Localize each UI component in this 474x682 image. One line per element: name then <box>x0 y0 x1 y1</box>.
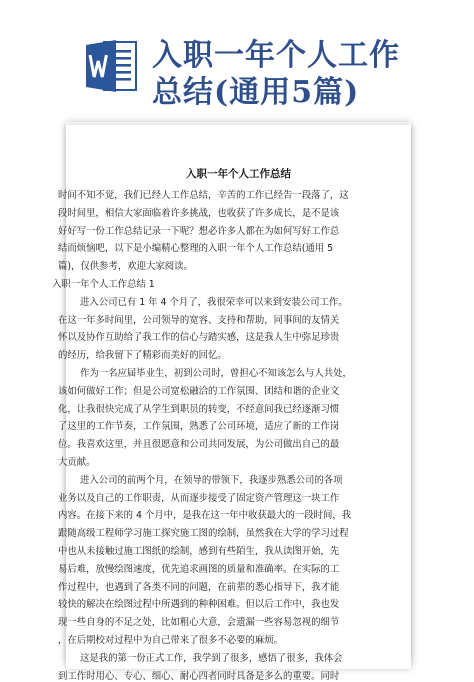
document-line: 大贡献。 <box>58 457 96 468</box>
document-line: 在这一年多时间里，公司领导的宽容、支持和帮助，同事间的友情关 <box>58 314 340 326</box>
document-line: 易后难，放慢绘图速度，优先追求画图的质量和准确率。在实际的工 <box>58 563 340 575</box>
document-line: 进入公司已有 1 年 4 个月了，我很荣幸可以来到安装公司工作。 <box>80 296 348 308</box>
document-line: 化，让我很快完成了从学生到职员的转变，不经意间我已经逐渐习惯 <box>58 403 340 415</box>
document-line: 怀以及协作互助给了我工作的信心与踏实感，这是我人生中弥足珍贵 <box>58 332 340 344</box>
document-line: 作为一名应届毕业生，初到公司时，曾担心不知该怎么与人共处， <box>80 368 352 379</box>
document-line: ，在后期校对过程中为自己带来了很多不必要的麻烦。 <box>58 635 284 646</box>
word-doc-icon <box>86 38 138 94</box>
document-line: 内容。在接下来的 4 个月中，是我在这一年中收获最大的一段时间，我 <box>58 510 352 522</box>
document-line: 位。我喜欢这里，并且很愿意和公司共同发展，为公司做出自己的最 <box>58 439 340 451</box>
document-page <box>52 125 411 682</box>
document-line: 了这里的工作节奏，工作氛围，熟悉了公司环境，适应了新的工作岗 <box>58 421 340 433</box>
document-line: 中也从未接触过施工图纸的绘制，感到有些陌生，我从读图开始，先 <box>58 546 340 557</box>
document-title: 入职一年个人工作总结 <box>186 168 291 180</box>
document-line: 时间不知不觉，我们已经人工作总结，辛苦的工作已经告一段落了，这 <box>58 190 349 201</box>
banner-title-line-2: 总结(通用5篇) <box>152 75 360 110</box>
document-line: 这是我的第一份正式工作，我学到了很多，感悟了很多，我体会 <box>80 652 343 664</box>
document-line: 较快的解决在绘图过程中所遇到的种种困难。但以后工作中，我也发 <box>58 599 340 611</box>
document-line: 段时间里，相信大家面临着许多挑战，也收获了许多成长，是不是该 <box>58 207 340 219</box>
document-line: 现一些自身的不足之处，比如粗心大意，会遗漏一些容易忽视的细节 <box>58 617 340 629</box>
header-banner <box>0 0 474 125</box>
document-line: 跟随高级工程师学习施工探究施工图的绘制，虽然我在大学的学习过程 <box>58 528 349 540</box>
document-line: 到工作时用心、专心、细心、耐心四者同时具备是多么的重要。同时 <box>58 670 340 682</box>
document-line: 的经历，给我留下了精彩而美好的回忆。 <box>58 350 227 362</box>
document-line: 进入公司的前两个月，在领导的带领下，我逐步熟悉公司的各项 <box>80 474 343 486</box>
banner-title-line-1: 入职一年个人工作 <box>152 38 400 73</box>
document-line: 作过程中，也遇到了各类不同的问题，在前辈的悉心指导下，我才能 <box>58 581 340 593</box>
document-line: 入职一年个人工作总结 1 <box>52 279 155 290</box>
document-line: 业务以及自己的工作职责，从而逐步接受了固定资产管理这一块工作 <box>58 492 340 504</box>
document-line: 篇)，仅供参考，欢迎大家阅读。 <box>58 261 193 273</box>
document-line: 好好写一份工作总结记录一下呢？想必许多人都在为如何写好工作总 <box>58 225 340 237</box>
document-line: 该如何做好工作；但是公司宽松融洽的工作氛围、团结和谐的企业文 <box>58 385 340 397</box>
document-line: 结而烦恼吧，以下是小编精心整理的入职一年个人工作总结(通用 5 <box>58 243 334 255</box>
